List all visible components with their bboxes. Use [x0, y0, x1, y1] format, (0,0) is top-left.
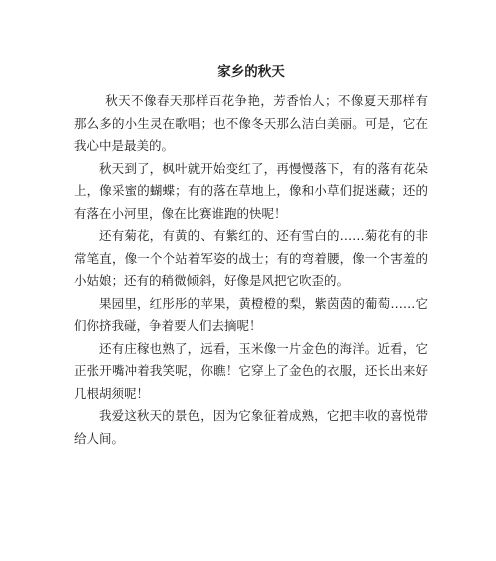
- paragraph-1: 秋天不像春天那样百花争艳，芳香怡人；不像夏天那样有那么多的小生灵在歌唱；也不像冬天那么洁白美丽。可是，它在我心中是最美的。: [74, 93, 428, 153]
- paragraph-4: 果园里，红彤彤的苹果，黄橙橙的梨，紫茵茵的葡萄……它们你挤我碰，争着要人们去摘呢！: [74, 295, 428, 333]
- paragraph-2: 秋天到了，枫叶就开始变红了，再慢慢落下，有的落有花朵上，像采蜜的蝴蝶；有的落在草地上，像和小草们捉迷藏；还的有落在小河里，像在比赛谁跑的快呢！: [74, 160, 428, 221]
- document-page: [74, 62, 428, 450]
- document-title: 家乡的秋天: [217, 64, 285, 80]
- paragraph-5: 还有庄稼也熟了，远看，玉米像一片金色的海洋。近看，它正张开嘴冲着我笑呢，你瞧！它穿上了金色的衣服，还长出来好几根胡须呢！: [74, 340, 428, 401]
- paragraph-6: 我爱这秋天的景色，因为它象征着成熟，它把丰收的喜悦带给人间。: [74, 408, 428, 446]
- paragraph-3: 还有菊花，有黄的、有紫红的、还有雪白的……菊花有的非常笔直，像一个个站着军姿的战士；有的弯着腰，像一个害羞的小姑娘；还有的稍微倾斜，好像是风把它吹歪的。: [74, 228, 428, 288]
